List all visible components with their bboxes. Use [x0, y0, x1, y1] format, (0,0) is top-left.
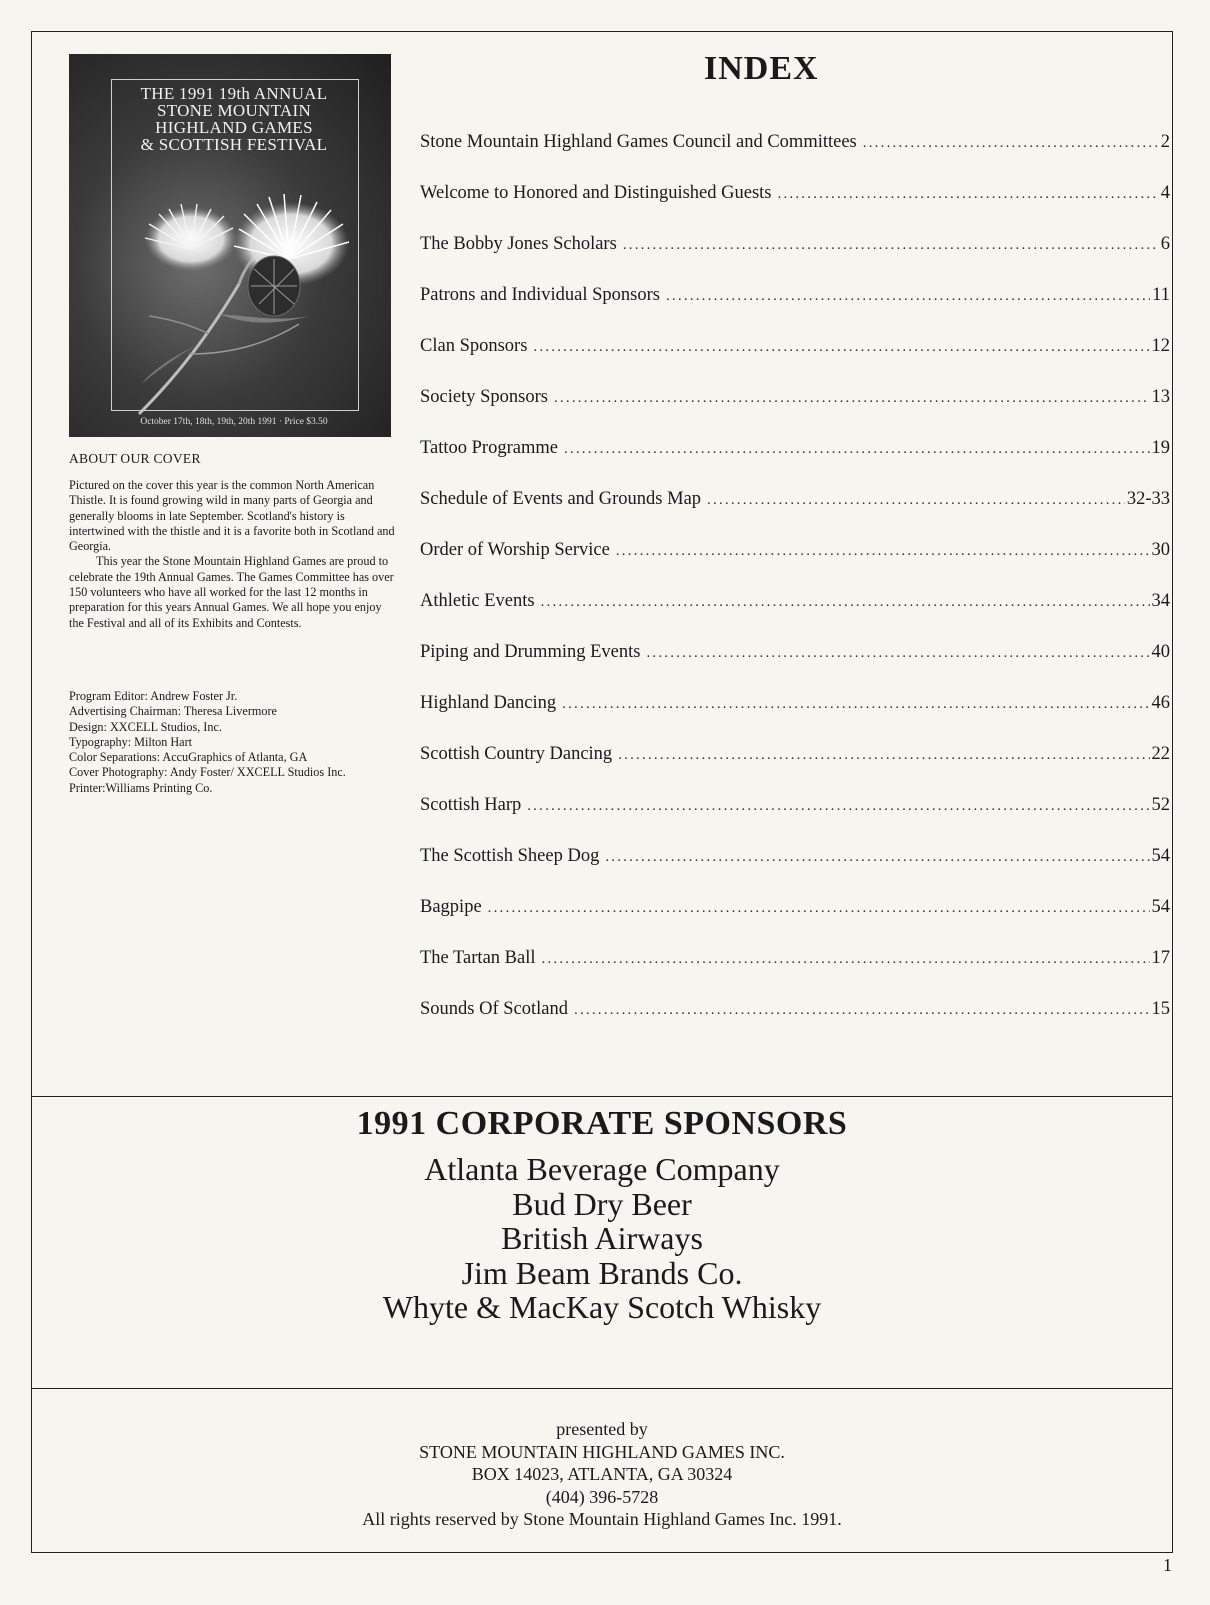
credits-list [69, 689, 409, 796]
toc-label: Stone Mountain Highland Games Council and Committees [420, 132, 857, 152]
toc-leader [574, 1002, 1150, 1019]
toc-page: 6 [1160, 234, 1170, 254]
sponsor-list [32, 1152, 1172, 1325]
phone: (404) 396-5728 [545, 1486, 659, 1507]
toc-page: 19 [1151, 438, 1170, 458]
cover-title [111, 85, 357, 153]
toc-entry [420, 540, 1170, 570]
toc-page: 54 [1151, 846, 1170, 866]
toc-leader [564, 441, 1150, 458]
about-paragraph: Pictured on the cover this year is the common North American Thistle. It is found growing wild in many parts of Georgia and generally blooms in late September. Scotland's history is intertwined with the thistle and it is a favorite both in Scotland and Georgia. [69, 478, 395, 554]
toc-label: The Bobby Jones Scholars [420, 234, 617, 254]
toc-label: Scottish Country Dancing [420, 744, 613, 764]
cover-title-line: HIGHLAND GAMES [155, 118, 313, 137]
toc-leader [646, 645, 1149, 662]
toc-label: Order of Worship Service [420, 540, 610, 560]
toc-label: Tattoo Programme [420, 438, 558, 458]
toc-entry [420, 999, 1170, 1029]
credit-line: Advertising Chairman: Theresa Livermore [69, 704, 277, 719]
index-title: INDEX [704, 50, 819, 87]
sponsor-name: Jim Beam Brands Co. [461, 1254, 743, 1291]
credit-line: Cover Photography: Andy Foster/ XXCELL Studios Inc. [69, 765, 346, 780]
toc-leader [554, 390, 1150, 407]
toc-page: 11 [1152, 285, 1170, 305]
toc-label: Piping and Drumming Events [420, 642, 641, 662]
toc-entry [420, 336, 1170, 366]
toc-page: 4 [1160, 183, 1170, 203]
toc-label: Scottish Harp [420, 795, 522, 815]
toc-entry [420, 183, 1170, 213]
toc-page: 54 [1151, 897, 1170, 917]
toc-label: Bagpipe [420, 897, 482, 917]
top-section [32, 32, 1172, 1096]
toc-leader [616, 543, 1150, 560]
credit-line: Color Separations: AccuGraphics of Atlanta, GA [69, 750, 308, 765]
sponsor-name: Whyte & MacKay Scotch Whisky [382, 1289, 822, 1325]
toc-leader [541, 594, 1150, 611]
toc-page: 13 [1151, 387, 1170, 407]
toc-leader [562, 696, 1149, 713]
toc-leader [623, 237, 1159, 254]
presented-by: presented by [556, 1419, 648, 1439]
toc-entry [420, 744, 1170, 774]
toc-page: 2 [1160, 132, 1170, 152]
cover-title-line: THE 1991 19th ANNUAL [140, 84, 328, 103]
cover-title-line: & SCOTTISH FESTIVAL [140, 135, 328, 154]
publisher-block [32, 1418, 1172, 1531]
toc-leader [605, 849, 1149, 866]
toc-label: Clan Sponsors [420, 336, 528, 356]
toc-entry [420, 693, 1170, 723]
cover-footer: October 17th, 18th, 19th, 20th 1991 · Price $3.50 [140, 417, 328, 427]
toc-label: Athletic Events [420, 591, 535, 611]
cover-image [69, 54, 391, 437]
toc-label: Highland Dancing [420, 693, 557, 713]
toc-page: 17 [1151, 948, 1170, 968]
toc-page: 34 [1151, 591, 1170, 611]
about-text [69, 478, 399, 631]
toc-page: 30 [1151, 540, 1170, 560]
rights-notice: All rights reserved by Stone Mountain Highland Games Inc. 1991. [362, 1509, 842, 1529]
toc-label: The Scottish Sheep Dog [420, 846, 600, 866]
toc-leader [863, 135, 1159, 152]
toc-page: 32-33 [1126, 489, 1170, 509]
toc-page: 46 [1151, 693, 1170, 713]
toc-entry [420, 234, 1170, 264]
toc-entry [420, 387, 1170, 417]
credit-line: Program Editor: Andrew Foster Jr. [69, 689, 238, 703]
toc-leader [533, 339, 1149, 356]
toc-page: 12 [1151, 336, 1170, 356]
credit-line: Printer:Williams Printing Co. [69, 780, 213, 795]
toc-entry [420, 846, 1170, 876]
toc-entry [420, 948, 1170, 978]
toc-entry [420, 642, 1170, 672]
toc-label: Schedule of Events and Grounds Map [420, 489, 702, 509]
toc-entry [420, 489, 1170, 519]
toc-page: 15 [1151, 999, 1170, 1019]
sponsor-name: Atlanta Beverage Company [424, 1151, 780, 1187]
toc-label: The Tartan Ball [420, 948, 536, 968]
credit-line: Typography: Milton Hart [69, 734, 193, 749]
page-frame [31, 31, 1173, 1553]
address: BOX 14023, ATLANTA, GA 30324 [471, 1464, 733, 1484]
page-number: 1 [1163, 1555, 1172, 1575]
toc-entry [420, 132, 1170, 162]
about-heading: ABOUT OUR COVER [69, 451, 201, 466]
toc-page: 22 [1151, 744, 1170, 764]
toc-leader [618, 747, 1149, 764]
toc-label: Society Sponsors [420, 387, 548, 407]
section-divider [32, 1096, 1172, 1097]
toc-page: 40 [1151, 642, 1170, 662]
toc-page: 52 [1151, 795, 1170, 815]
sponsors-title: 1991 CORPORATE SPONSORS [356, 1105, 848, 1142]
toc-leader [707, 492, 1125, 509]
toc-leader [488, 900, 1150, 917]
toc-label: Patrons and Individual Sponsors [420, 285, 660, 305]
toc-leader [778, 186, 1159, 203]
toc-label: Sounds Of Scotland [420, 999, 568, 1019]
toc-label: Welcome to Honored and Distinguished Guests [420, 183, 772, 203]
sponsor-name: Bud Dry Beer [512, 1185, 692, 1222]
organization-name: STONE MOUNTAIN HIGHLAND GAMES INC. [419, 1441, 785, 1462]
toc-entry [420, 438, 1170, 468]
toc-leader [666, 288, 1150, 305]
section-divider [32, 1388, 1172, 1389]
toc-leader [542, 951, 1150, 968]
sponsor-name: British Airways [501, 1220, 703, 1256]
cover-title-line: STONE MOUNTAIN [156, 101, 312, 120]
toc-leader [527, 798, 1149, 815]
toc-entry [420, 897, 1170, 927]
toc-entry [420, 285, 1170, 315]
credit-line: Design: XXCELL Studios, Inc. [69, 719, 222, 734]
toc-entry [420, 795, 1170, 825]
toc-entry [420, 591, 1170, 621]
about-paragraph: This year the Stone Mountain Highland Games are proud to celebrate the 19th Annual Games. The Games Committee has over 150 volunteers who have all worked for the last 12 months in preparation for this years Annual Games. We all hope you enjoy the Festival and all of its Exhibits and Contests. [69, 554, 394, 630]
